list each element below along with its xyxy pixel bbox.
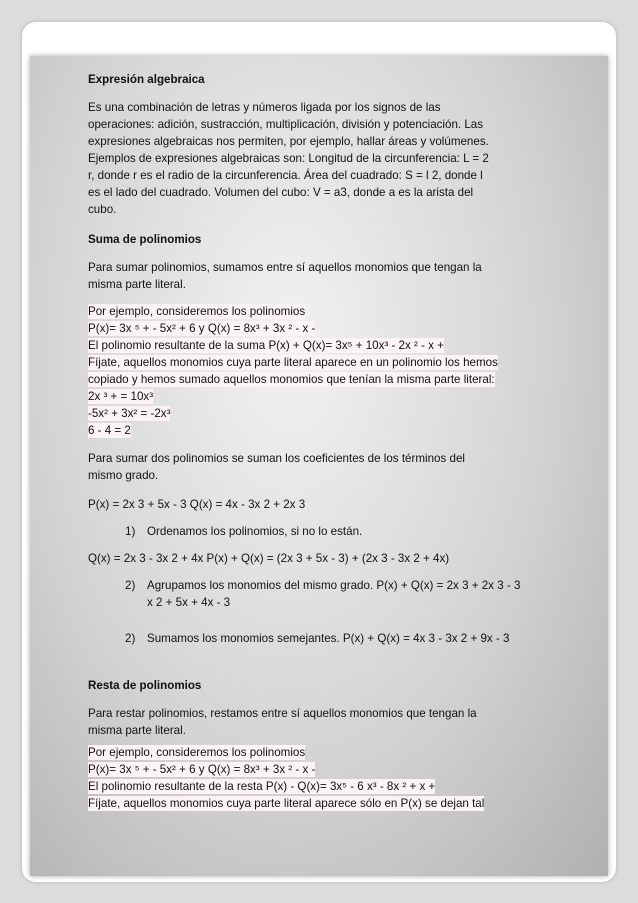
heading-resta-polinomios: Resta de polinomios <box>88 679 202 692</box>
example-line: Por ejemplo, consideremos los polinomios <box>88 305 306 318</box>
example-line: 6 - 4 = 2 <box>88 424 131 437</box>
example-line: El polinomio resultante de la resta P(x) - Q(x)= 3x⁵ - 6 x³ - 8x ² + x + <box>88 780 436 793</box>
paragraph-line: es el lado del cuadrado. Volumen del cubo: V = a3, donde a es la arista del <box>88 186 474 199</box>
paragraph-line: cubo. <box>88 203 117 216</box>
paragraph-line: operaciones: adición, sustracción, multiplicación, división y potenciación. Las <box>88 118 484 131</box>
step-number: 2) <box>125 579 136 592</box>
paragraph-line: Ejemplos de expresiones algebraicas son: Longitud de la circunferencia: L = 2 <box>88 152 489 165</box>
example-line: copiado y hemos sumado aquellos monomios que tenían la misma parte literal: <box>88 373 495 386</box>
step-text: Agrupamos los monomios del mismo grado. P(x) + Q(x) = 2x 3 + 2x 3 - 3 <box>147 579 521 592</box>
paragraph-line: Para restar polinomios, restamos entre sí aquellos monomios que tengan la <box>88 707 477 720</box>
heading-suma-polinomios: Suma de polinomios <box>88 233 202 246</box>
example-line: Fíjate, aquellos monomios cuya parte literal aparece sólo en P(x) se dejan tal <box>88 797 485 810</box>
step-text: Sumamos los monomios semejantes. P(x) + Q(x) = 4x 3 - 3x 2 + 9x - 3 <box>147 632 510 645</box>
step-number: 2) <box>125 632 136 645</box>
paragraph-line: misma parte literal. <box>88 278 186 291</box>
paragraph-line: misma parte literal. <box>88 724 186 737</box>
paragraph-line: Para sumar polinomios, sumamos entre sí aquellos monomios que tengan la <box>88 261 482 274</box>
step-2-continuation: x 2 + 5x + 4x - 3 <box>147 596 231 609</box>
paragraph-line: mismo grado. <box>88 469 159 482</box>
paragraph-line: expresiones algebraicas nos permiten, por ejemplo, hallar áreas y volúmenes. <box>88 135 489 148</box>
step-text: Ordenamos los polinomios, si no lo están. <box>147 525 363 538</box>
example-line: 2x ³ + = 10x³ <box>88 390 154 403</box>
example-line: Fíjate, aquellos monomios cuya parte literal aparece en un polinomio los hemos <box>88 356 498 369</box>
example-line: Por ejemplo, consideremos los polinomios <box>88 746 306 759</box>
step-1 <box>125 524 362 539</box>
example-line: P(x)= 3x ⁵ + - 5x² + 6 y Q(x) = 8x³ + 3x ² - x - <box>88 763 316 776</box>
example-line: El polinomio resultante de la suma P(x) + Q(x)= 3x⁵ + 10x³ - 2x ² - x + <box>88 339 444 352</box>
example-line: P(x)= 3x ⁵ + - 5x² + 6 y Q(x) = 8x³ + 3x ² - x - <box>88 322 316 335</box>
step-2 <box>125 578 520 593</box>
paragraph-line: r, donde r es el radio de la circunferencia. Área del cuadrado: S = l 2, donde l <box>88 169 483 182</box>
heading-expresion-algebraica: Expresión algebraica <box>88 73 205 86</box>
document-panel <box>30 56 608 876</box>
step-3 <box>125 631 509 646</box>
polynomial-px-line: P(x) = 2x 3 + 5x - 3 Q(x) = 4x - 3x 2 + 2x 3 <box>88 498 306 511</box>
paragraph-line: Es una combinación de letras y números ligada por los signos de las <box>88 101 441 114</box>
paragraph-line: Para sumar dos polinomios se suman los coeficientes de los términos del <box>88 452 465 465</box>
step-number: 1) <box>125 525 136 538</box>
example-line: -5x² + 3x² = -2x³ <box>88 407 171 420</box>
polynomial-qx-line: Q(x) = 2x 3 - 3x 2 + 4x P(x) + Q(x) = (2x 3 + 5x - 3) + (2x 3 - 3x 2 + 4x) <box>88 552 450 565</box>
